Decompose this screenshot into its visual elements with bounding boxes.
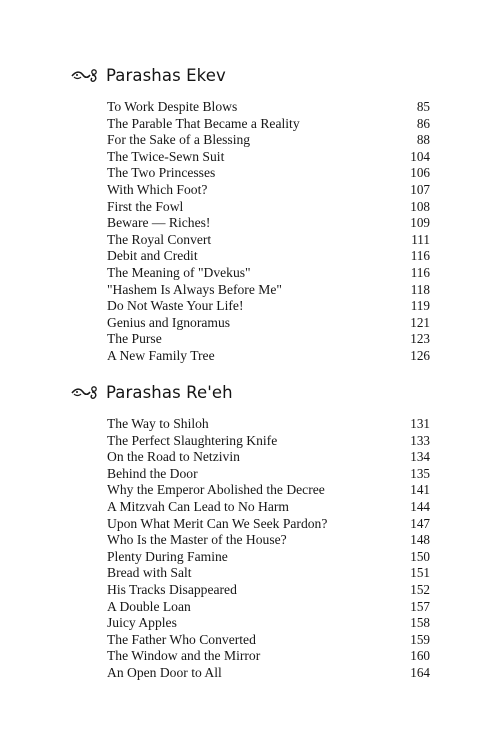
entry-title: An Open Door to All bbox=[107, 664, 222, 680]
toc-entry[interactable] bbox=[107, 199, 430, 216]
entry-page-number: 134 bbox=[410, 449, 430, 465]
entry-page-number: 144 bbox=[410, 498, 430, 514]
entry-title: First the Fowl bbox=[107, 198, 184, 214]
entry-title: Who Is the Master of the House? bbox=[107, 532, 287, 548]
section-title: Parashas Re'eh bbox=[106, 382, 233, 402]
entry-page-number: 116 bbox=[410, 264, 430, 280]
entry-page-number: 86 bbox=[416, 115, 430, 131]
entry-page-number: 104 bbox=[410, 148, 430, 164]
toc-entry[interactable] bbox=[107, 615, 430, 632]
toc-entry[interactable] bbox=[107, 582, 430, 599]
toc-entry[interactable] bbox=[107, 549, 430, 566]
entry-page-number: 133 bbox=[410, 432, 430, 448]
entry-title: The Twice-Sewn Suit bbox=[107, 148, 225, 164]
toc-entry[interactable] bbox=[107, 99, 430, 116]
section-header bbox=[70, 64, 430, 86]
entry-title: On the Road to Netzivin bbox=[107, 449, 240, 465]
toc-entry[interactable] bbox=[107, 416, 430, 433]
toc-entry[interactable] bbox=[107, 132, 430, 149]
entry-title: Plenty During Famine bbox=[107, 548, 228, 564]
entry-page-number: 116 bbox=[410, 248, 430, 264]
toc-entry[interactable] bbox=[107, 599, 430, 616]
toc-entry[interactable] bbox=[107, 482, 430, 499]
toc-entry[interactable] bbox=[107, 449, 430, 466]
toc-entry[interactable] bbox=[107, 516, 430, 533]
toc-entry[interactable] bbox=[107, 282, 430, 299]
section-parashas-reeh bbox=[70, 381, 430, 682]
entry-page-number: 160 bbox=[410, 648, 430, 664]
entry-title: The Parable That Became a Reality bbox=[107, 115, 300, 131]
toc-entry[interactable] bbox=[107, 648, 430, 665]
entry-page-number: 111 bbox=[411, 231, 430, 247]
entry-title: Beware — Riches! bbox=[107, 215, 211, 231]
entry-title: With Which Foot? bbox=[107, 181, 208, 197]
entry-title: A Double Loan bbox=[107, 598, 191, 614]
toc-entry[interactable] bbox=[107, 215, 430, 232]
fleuron-ornament-icon bbox=[70, 384, 100, 400]
toc-entry[interactable] bbox=[107, 248, 430, 265]
entry-title: Debit and Credit bbox=[107, 248, 198, 264]
toc-entry[interactable] bbox=[107, 565, 430, 582]
entry-page-number: 158 bbox=[410, 615, 430, 631]
toc-entry[interactable] bbox=[107, 265, 430, 282]
section-parashas-ekev bbox=[70, 64, 430, 365]
entry-page-number: 147 bbox=[410, 515, 430, 531]
entry-page-number: 85 bbox=[416, 99, 430, 114]
entry-title: Upon What Merit Can We Seek Pardon? bbox=[107, 515, 328, 531]
toc-entry[interactable] bbox=[107, 665, 430, 682]
entry-page-number: 88 bbox=[416, 132, 430, 148]
entry-page-number: 109 bbox=[410, 215, 430, 231]
entry-title: For the Sake of a Blessing bbox=[107, 132, 251, 148]
entry-page-number: 131 bbox=[410, 416, 430, 431]
toc-entry[interactable] bbox=[107, 532, 430, 549]
toc-entry[interactable] bbox=[107, 232, 430, 249]
entry-page-number: 107 bbox=[410, 181, 430, 197]
entry-title: The Two Princesses bbox=[107, 165, 216, 181]
entry-title: Bread with Salt bbox=[107, 565, 192, 581]
entry-title: The Perfect Slaughtering Knife bbox=[107, 432, 278, 448]
toc-entry[interactable] bbox=[107, 298, 430, 315]
entry-page-number: 108 bbox=[410, 198, 430, 214]
entry-title: To Work Despite Blows bbox=[107, 99, 238, 114]
toc-entry[interactable] bbox=[107, 331, 430, 348]
toc-entry[interactable] bbox=[107, 466, 430, 483]
entry-title: Do Not Waste Your Life! bbox=[107, 298, 244, 314]
entry-page-number: 135 bbox=[410, 465, 430, 481]
entry-page-number: 141 bbox=[410, 482, 430, 498]
toc-entry[interactable] bbox=[107, 315, 430, 332]
entry-title: The Royal Convert bbox=[107, 231, 212, 247]
entry-page-number: 118 bbox=[410, 281, 430, 297]
entry-title: The Purse bbox=[107, 331, 162, 347]
entry-page-number: 159 bbox=[410, 631, 430, 647]
entry-title: The Meaning of "Dvekus" bbox=[107, 264, 251, 280]
fleuron-ornament-icon bbox=[70, 67, 100, 83]
toc-entry[interactable] bbox=[107, 433, 430, 450]
toc-entry[interactable] bbox=[107, 165, 430, 182]
entry-title: Juicy Apples bbox=[107, 615, 177, 631]
entry-title: Behind the Door bbox=[107, 465, 198, 481]
entry-page-number: 119 bbox=[410, 298, 430, 314]
toc-entry[interactable] bbox=[107, 348, 430, 365]
entry-title: Genius and Ignoramus bbox=[107, 314, 231, 330]
entry-page-number: 121 bbox=[410, 314, 430, 330]
entry-list bbox=[107, 416, 430, 682]
entry-title: A New Family Tree bbox=[107, 347, 215, 363]
section-title: Parashas Ekev bbox=[106, 65, 226, 85]
entry-page-number: 157 bbox=[410, 598, 430, 614]
entry-page-number: 164 bbox=[410, 664, 430, 680]
entry-page-number: 151 bbox=[410, 565, 430, 581]
entry-page-number: 148 bbox=[410, 532, 430, 548]
entry-list bbox=[107, 99, 430, 365]
entry-page-number: 106 bbox=[410, 165, 430, 181]
entry-title: A Mitzvah Can Lead to No Harm bbox=[107, 498, 289, 514]
toc-entry[interactable] bbox=[107, 149, 430, 166]
entry-page-number: 126 bbox=[410, 347, 430, 363]
section-header bbox=[70, 381, 430, 403]
entry-page-number: 150 bbox=[410, 548, 430, 564]
entry-title: His Tracks Disappeared bbox=[107, 581, 237, 597]
entry-title: The Way to Shiloh bbox=[107, 416, 209, 431]
entry-title: Why the Emperor Abolished the Decree bbox=[107, 482, 325, 498]
entry-title: The Window and the Mirror bbox=[107, 648, 261, 664]
entry-title: The Father Who Converted bbox=[107, 631, 256, 647]
toc-entry[interactable] bbox=[107, 116, 430, 133]
entry-page-number: 152 bbox=[410, 581, 430, 597]
toc-entry[interactable] bbox=[107, 632, 430, 649]
toc-entry[interactable] bbox=[107, 182, 430, 199]
entry-title: "Hashem Is Always Before Me" bbox=[107, 281, 282, 297]
toc-entry[interactable] bbox=[107, 499, 430, 516]
entry-page-number: 123 bbox=[410, 331, 430, 347]
